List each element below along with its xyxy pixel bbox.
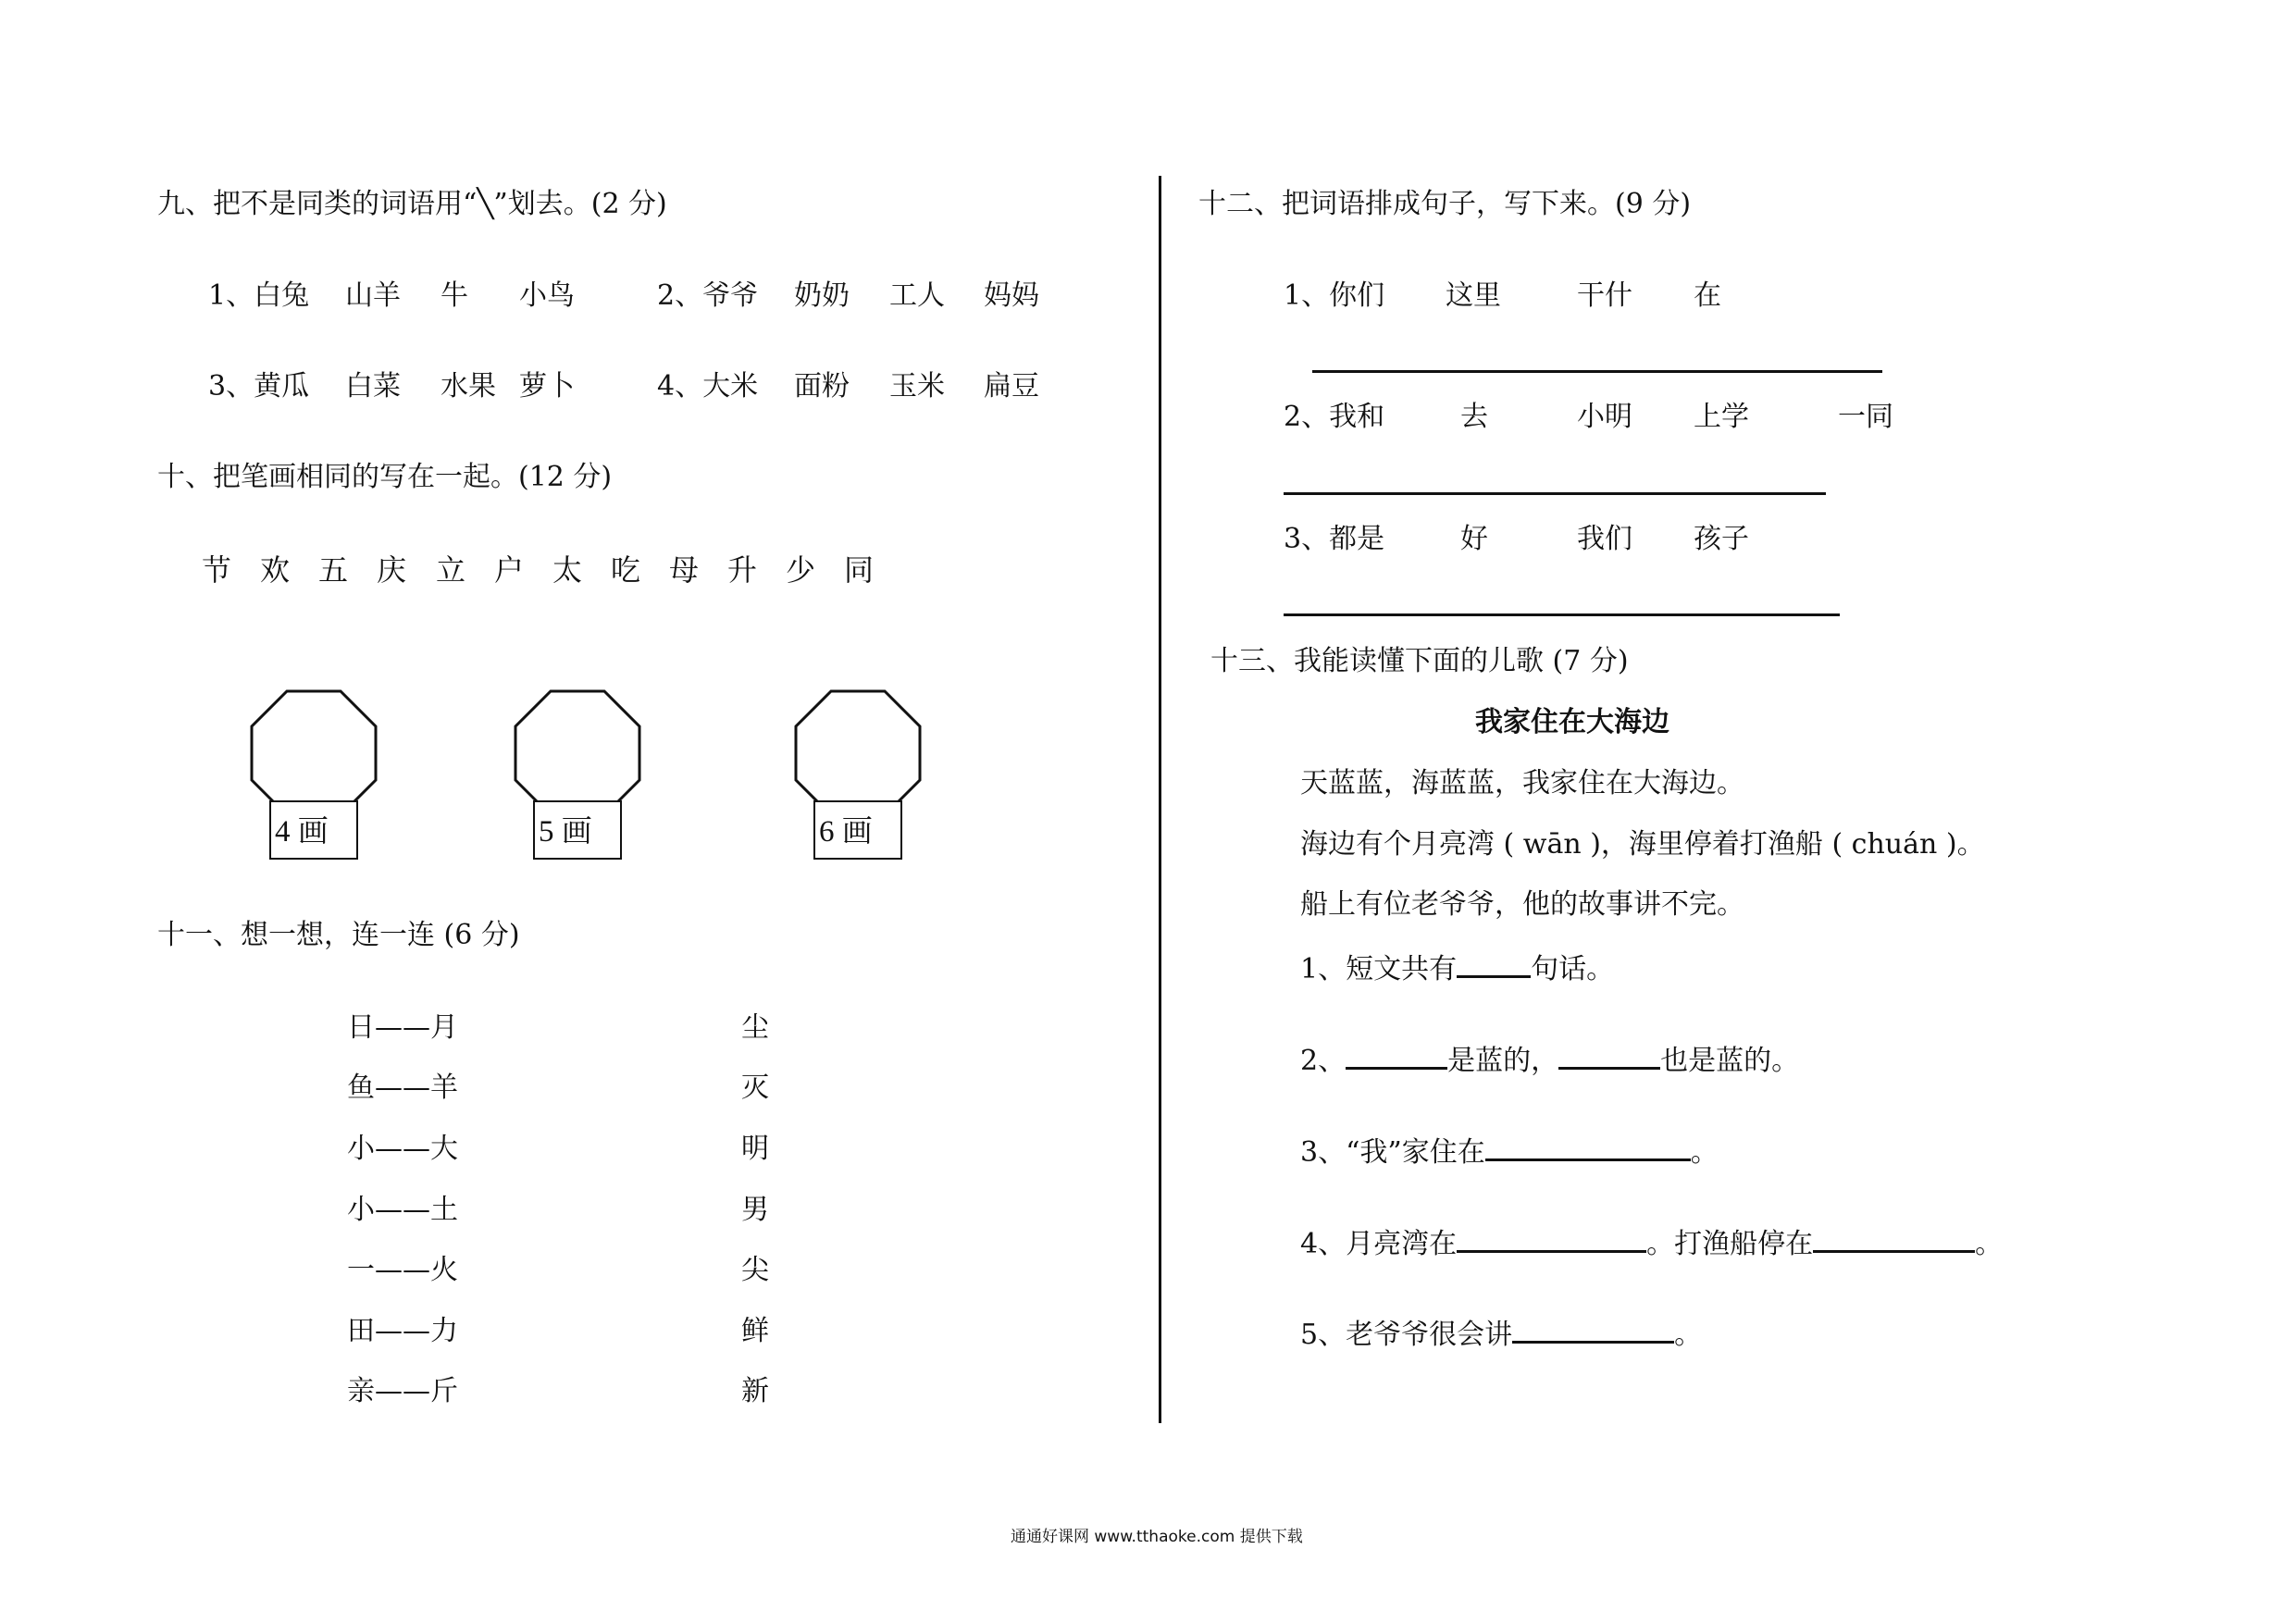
column-divider [1159,176,1161,1423]
q12-word: 我们 [1577,523,1632,555]
q9-word: 2、爷爷 [657,279,759,312]
poem-title: 我家住在大海边 [1475,706,1669,738]
question-3 [1300,1133,1719,1170]
octagon-5 [514,689,641,817]
q9-word: 牛 [441,279,468,312]
octagon-6 [794,689,922,817]
question-4 [1300,1224,2003,1261]
poem-line-1: 天蓝蓝，海蓝蓝，我家住在大海边。 [1300,767,1744,799]
q4-middle: 。打渔船停在 [1646,1228,1814,1260]
q10-char: 少 [786,552,816,588]
q2-suffix: 也是蓝的。 [1660,1045,1800,1077]
q10-heading: 十、把笔画相同的写在一起。(12 分) [157,461,613,493]
answer-line-3[interactable] [1284,613,1840,616]
q12-word: 干什 [1577,279,1632,312]
q5-prefix: 5、老爷爷很会讲 [1300,1319,1513,1351]
q11-right-item: 男 [741,1194,769,1226]
q10-char: 吃 [611,552,641,588]
q10-char: 升 [727,552,758,588]
q9-word: 扁豆 [984,370,1039,403]
q12-word: 1、你们 [1284,279,1385,312]
q11-left-item: 亲——斤 [347,1375,458,1407]
q9-word: 工人 [889,279,945,312]
q3-prefix: 3、“我”家住在 [1300,1136,1485,1169]
q9-word: 玉米 [889,370,945,403]
q11-right-item: 灭 [741,1072,769,1104]
q9-word: 4、大米 [657,370,759,403]
q2-blank-1[interactable] [1346,1041,1447,1070]
answer-line-1[interactable] [1312,370,1882,373]
q12-word: 孩子 [1694,523,1749,555]
q12-word: 在 [1694,279,1721,312]
answer-line-2[interactable] [1284,492,1826,495]
stroke-box-4: 4 画 [269,800,358,860]
stroke-box-6: 6 画 [813,800,902,860]
q12-word: 2、我和 [1284,401,1385,433]
q11-left-item: 一——火 [347,1254,458,1286]
q11-left-item: 鱼——羊 [347,1072,458,1104]
q4-prefix: 4、月亮湾在 [1300,1228,1458,1260]
q12-word: 去 [1460,401,1488,433]
q5-suffix: 。 [1674,1319,1703,1351]
q3-suffix: 。 [1690,1136,1719,1169]
q4-blank-2[interactable] [1813,1224,1975,1253]
q10-char: 五 [318,552,349,588]
q12-word: 这里 [1446,279,1501,312]
q9-word: 妈妈 [984,279,1039,312]
q12-word: 小明 [1577,401,1632,433]
q9-word: 1、白兔 [208,279,310,312]
q5-blank[interactable] [1512,1315,1674,1344]
q10-char: 母 [669,552,700,588]
q9-word: 山羊 [345,279,401,312]
q10-char: 立 [436,552,466,588]
q2-blank-2[interactable] [1558,1041,1660,1070]
q11-right-item: 明 [741,1133,769,1165]
q10-char: 庆 [377,552,407,588]
q10-char: 户 [494,552,525,588]
q9-word: 白菜 [345,370,401,403]
q10-char: 节 [202,552,232,588]
q10-char: 同 [844,552,875,588]
q10-char: 太 [552,552,583,588]
q12-word: 好 [1460,523,1488,555]
q11-left-item: 田——力 [347,1315,458,1347]
q11-left-item: 小——土 [347,1194,458,1226]
q2-middle: 是蓝的， [1447,1045,1559,1077]
octagon-4 [250,689,378,817]
poem-line-2: 海边有个月亮湾 ( wān )，海里停着打渔船 ( chuán )。 [1300,828,1985,861]
question-5 [1300,1315,1702,1352]
q11-right-item: 尘 [741,1011,769,1044]
q1-prefix: 1、短文共有 [1300,953,1458,985]
poem-line-3: 船上有位老爷爷，他的故事讲不完。 [1300,888,1744,921]
q2-prefix: 2、 [1300,1045,1347,1077]
q9-word: 面粉 [794,370,850,403]
footer-credit: 通通好课网 www.tthaoke.com 提供下载 [1011,1528,1303,1546]
q9-word: 奶奶 [794,279,850,312]
q10-char: 欢 [260,552,291,588]
q1-suffix: 句话。 [1531,953,1615,985]
q11-heading: 十一、想一想，连一连 (6 分) [157,919,520,951]
q9-word: 3、黄瓜 [208,370,310,403]
q1-blank[interactable] [1457,949,1531,978]
q11-right-item: 新 [741,1375,769,1407]
question-1 [1300,949,1614,986]
q9-word: 水果 [441,370,496,403]
q4-suffix: 。 [1975,1228,2004,1260]
q11-right-item: 鲜 [741,1315,769,1347]
stroke-box-5: 5 画 [533,800,622,860]
q4-blank-1[interactable] [1457,1224,1646,1253]
q12-heading: 十二、把词语排成句子，写下来。(9 分) [1198,188,1692,220]
q12-word: 上学 [1694,401,1749,433]
q13-heading: 十三、我能读懂下面的儿歌 (7 分) [1210,645,1629,677]
q12-word: 一同 [1838,401,1893,433]
q11-left-item: 日——月 [347,1011,458,1044]
question-2 [1300,1041,1799,1078]
q12-word: 3、都是 [1284,523,1385,555]
q3-blank[interactable] [1485,1133,1691,1161]
q9-word: 萝卜 [519,370,575,403]
q9-word: 小鸟 [519,279,575,312]
q11-right-item: 尖 [741,1254,769,1286]
q11-left-item: 小——大 [347,1133,458,1165]
q9-heading: 九、把不是同类的词语用“╲”划去。(2 分) [157,188,667,220]
